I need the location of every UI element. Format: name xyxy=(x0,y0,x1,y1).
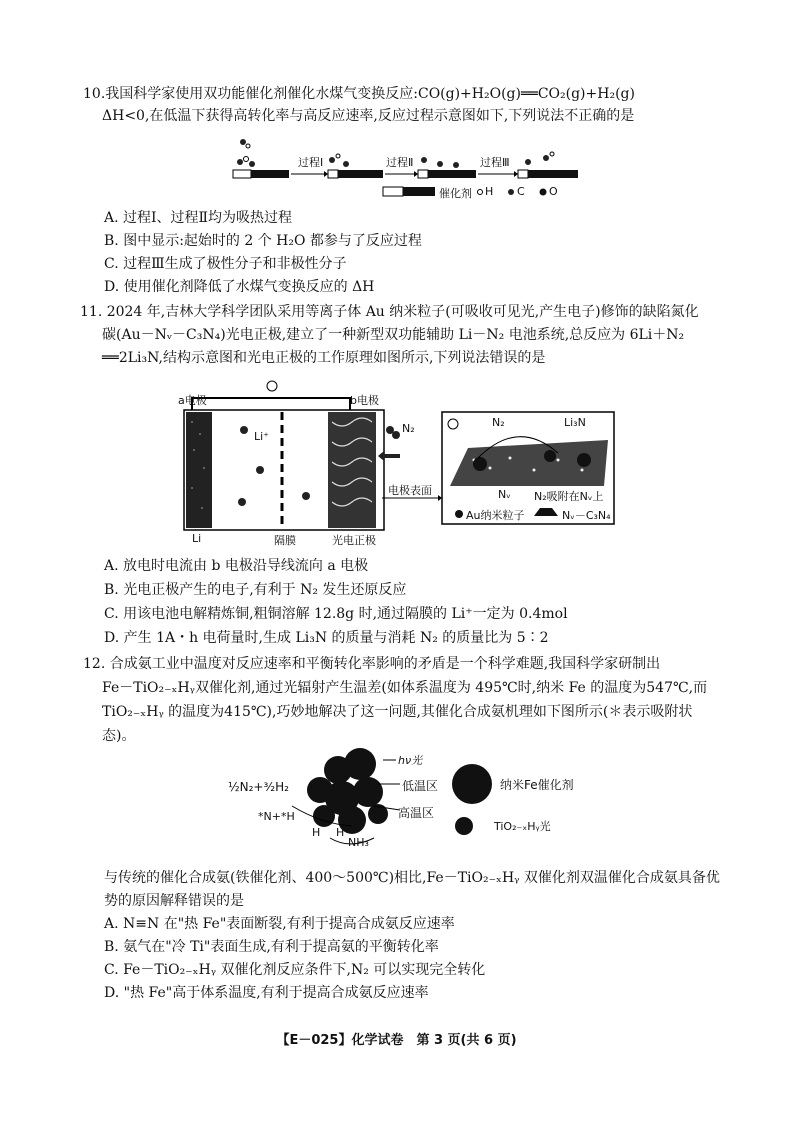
q12-stem-line2: Fe－TiO₂₋ₓHᵧ双催化剂,通过光辐射产生温差(如体系温度为 495℃时,纳米 Fe 的温度为547℃,而 xyxy=(102,680,708,696)
legend-c3n4: Nᵥ－C₃N₄ xyxy=(562,509,611,522)
b-electrode-label: b电极 xyxy=(350,394,379,407)
inset-adsorb-label: N₂吸附在Nᵥ上 xyxy=(534,490,604,503)
q12-stem-line4: 态)。 xyxy=(102,728,136,744)
catalyst-block-4 xyxy=(518,170,578,178)
q12-option-a: A. N≡N 在"热 Fe"表面断裂,有利于提高合成氨反应速率 xyxy=(104,916,455,932)
h1-label: H xyxy=(312,826,321,839)
adsorbed-label: *N+*H xyxy=(258,810,295,823)
q11-option-a: A. 放电时电流由 b 电极沿导线流向 a 电极 xyxy=(104,558,369,574)
low-zone-label: 低温区 xyxy=(402,779,439,793)
catalyst-block-2 xyxy=(328,170,383,178)
inset-n2-label: N₂ xyxy=(492,416,505,429)
electrode-surface-label: 电极表面 xyxy=(388,484,432,497)
q10-stem-line2: ΔH<0,在低温下获得高转化率与高反应速率,反应过程示意图如下,下列说法不正确的是 xyxy=(102,108,635,124)
q10-step3-label: 过程Ⅲ xyxy=(480,156,510,169)
n2-label: N₂ xyxy=(402,422,415,435)
q11-stem-line3: ══2Li₃N,结构示意图和光电正极的工作原理如图所示,下列说法错误的是 xyxy=(102,350,546,366)
catalyst-block-3 xyxy=(418,170,476,178)
separator-label: 隔膜 xyxy=(274,534,296,547)
q10-option-d: D. 使用催化剂降低了水煤气变换反应的 ΔH xyxy=(104,279,375,295)
q11-stem-line2: 碳(Au－Nᵥ－C₃N₄)光电正极,建立了一种新型双功能辅助 Li－N₂ 电池系统,总反应为 6Li＋N₂ xyxy=(102,327,685,343)
q12-stem-line1: 12. 合成氨工业中温度对反应速率和平衡转化率影响的矛盾是一个科学难题,我国科学家研制出 xyxy=(83,656,661,672)
inset-nv-label: Nᵥ xyxy=(498,488,511,501)
q11-stem-line1: 11. 2024 年,吉林大学科学团队采用等离子体 Au 纳米粒子(可吸收可见光,产生电子)修饰的缺陷氮化 xyxy=(80,304,699,320)
q11-option-c: C. 用该电池电解精炼铜,粗铜溶解 12.8g 时,通过隔膜的 Li⁺一定为 0.4mol xyxy=(104,606,568,622)
high-zone-label: 高温区 xyxy=(398,806,435,820)
q10-option-b: B. 图中显示:起始时的 2 个 H₂O 都参与了反应过程 xyxy=(104,233,422,249)
a-electrode-label: a电极 xyxy=(178,394,207,407)
q11-option-b: B. 光电正极产生的电子,有利于 N₂ 发生还原反应 xyxy=(104,582,407,598)
q12-option-b: B. 氨气在"冷 Ti"表面生成,有利于提高氨的平衡转化率 xyxy=(104,939,439,955)
h2-label: H xyxy=(336,826,345,839)
q10-option-c: C. 过程Ⅲ生成了极性分子和非极性分子 xyxy=(104,256,347,272)
q12-after-line2: 势的原因解释错误的是 xyxy=(104,893,244,909)
legend-au: Au纳米粒子 xyxy=(466,509,525,522)
page-footer: 【E－025】化学试卷 第 3 页(共 6 页) xyxy=(276,1033,517,1048)
inset-li3n-label: Li₃N xyxy=(564,416,586,429)
q11-option-d: D. 产生 1A・h 电荷量时,生成 Li₃N 的质量与消耗 N₂ 的质量比为 5∶2 xyxy=(104,630,549,646)
q12-stem-line3: TiO₂₋ₓHᵧ 的温度为415℃),巧妙地解决了这一问题,其催化合成氨机理如下图所示(＊表示吸附状 xyxy=(102,704,693,720)
q10-reaction-figure xyxy=(228,132,588,202)
hv-label: hν光 xyxy=(398,754,423,767)
legend-h: H xyxy=(485,185,494,198)
q10-option-a: A. 过程Ⅰ、过程Ⅱ均为吸热过程 xyxy=(104,210,293,226)
li-ion-label: Li⁺ xyxy=(254,430,269,443)
q12-after-line1: 与传统的催化合成氨(铁催化剂、400～500℃)相比,Fe－TiO₂₋ₓHᵧ 双催化剂双温催化合成氨具备优 xyxy=(104,870,720,886)
q10-stem-line1: 10.我国科学家使用双功能催化剂催化水煤气变换反应:CO(g)+H₂O(g)══CO₂(g)+H₂(g) xyxy=(83,86,635,102)
nh3-label: NH₃ xyxy=(348,836,369,849)
legend-c: C xyxy=(517,185,525,198)
reactants-label: ½N₂+³⁄₂H₂ xyxy=(228,780,289,794)
legend-fe: 纳米Fe催化剂 xyxy=(500,778,574,792)
legend-ti: TiO₂₋ₓHᵧ光 xyxy=(494,820,551,833)
q11-battery-figure xyxy=(178,378,618,546)
q12-mechanism-figure xyxy=(228,748,588,856)
photo-cathode-label: 光电正极 xyxy=(332,534,376,547)
q10-step2-label: 过程Ⅱ xyxy=(386,156,414,169)
li-label: Li xyxy=(192,532,202,545)
catalyst-block-1 xyxy=(233,170,289,178)
legend-o: O xyxy=(549,185,558,198)
q12-option-d: D. "热 Fe"高于体系温度,有利于提高合成氨反应速率 xyxy=(104,985,429,1001)
q10-step1-label: 过程Ⅰ xyxy=(298,156,324,169)
q12-option-c: C. Fe－TiO₂₋ₓHᵧ 双催化剂反应条件下,N₂ 可以实现完全转化 xyxy=(104,962,486,978)
legend-catalyst: 催化剂 xyxy=(439,187,472,200)
